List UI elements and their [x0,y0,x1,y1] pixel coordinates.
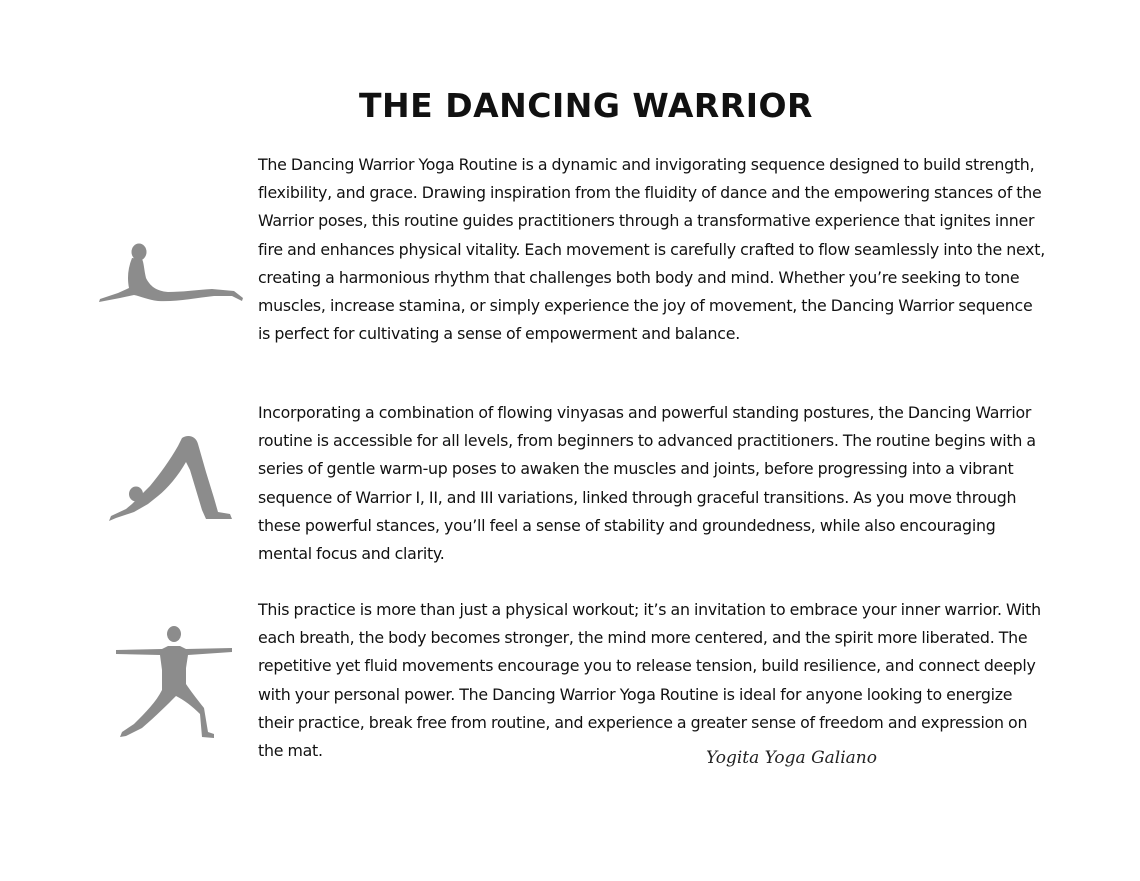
routine-paragraph: Incorporating a combination of flowing vinyasas and powerful standing postures, the Dancing Warrior routine is accessible for all levels, from beginners to advanced practitioners. The routine begins with a series of gentle warm-up poses to awaken the muscles and joints, before progressing into a vibrant sequence of Warrior I, II, and III variations, linked through graceful transitions. As you move through these powerful stances, you’ll feel a sense of stability and groundedness, while also encouraging mental focus and clarity. [258,403,1036,564]
author-signature: Yogita Yoga Galiano [706,748,877,768]
warrior-two-pose-icon [112,624,236,742]
cobra-pose-icon [96,238,244,308]
downward-dog-pose-icon [106,432,236,524]
intro-paragraph: The Dancing Warrior Yoga Routine is a dynamic and invigorating sequence designed to build strength, flexibility, and grace. Drawing inspiration from the fluidity of dance and the empowering stances of the Warrior poses, this routine guides practitioners through a transformative experience that ignites inner fire and enhances physical vitality. Each movement is carefully crafted to flow seamlessly into the next, creating a harmonious rhythm that challenges both body and mind. Whether you’re seeking to tone muscles, increase stamina, or simply experience the joy of movement, the Dancing Warrior sequence is perfect for cultivating a sense of empowerment and balance. [258,155,1045,344]
closing-paragraph: This practice is more than just a physical workout; it’s an invitation to embrace your inner warrior. With each breath, the body becomes stronger, the mind more centered, and the spirit more liberated. The repetitive yet fluid movements encourage you to release tension, build resilience, and connect deeply with your personal power. The Dancing Warrior Yoga Routine is ideal for anyone looking to energize their practice, break free from routine, and experience a greater sense of freedom and expression on the mat. [258,600,1041,761]
page-title: THE DANCING WARRIOR [359,86,813,125]
